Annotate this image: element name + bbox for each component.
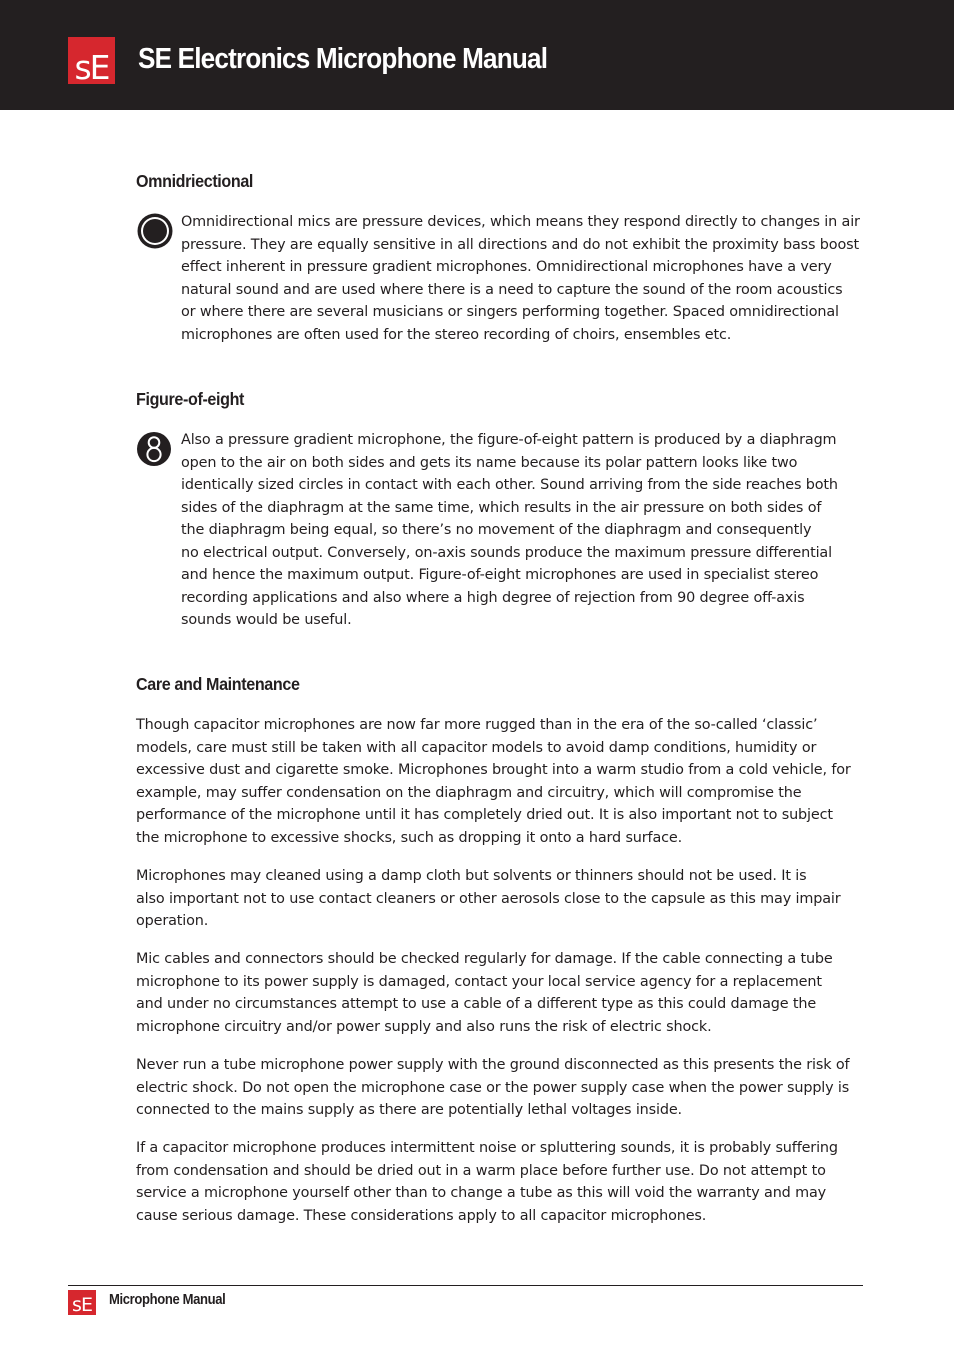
- text-line: and under no circumstances attempt to use a cable of a different type as this could damage the: [136, 996, 817, 1012]
- se-logo: sE: [68, 37, 115, 84]
- text-line: Also a pressure gradient microphone, the figure-of-eight pattern is produced by a diaphragm: [181, 432, 837, 448]
- footer-se-logo: sE: [68, 1290, 96, 1315]
- care-paragraph-5: [136, 1137, 838, 1227]
- care-paragraph-4: [136, 1054, 849, 1122]
- text-line: from condensation and should be dried out in a warm place before further use. Do not attempt to: [136, 1162, 826, 1179]
- omnidirectional-heading: Omnidriectional: [136, 171, 254, 191]
- text-line: recording applications and also where a high degree of rejection from 90 degree off-axis: [181, 589, 805, 606]
- text-line: cause serious damage. These considerations apply to all capacitor microphones.: [136, 1207, 707, 1224]
- text-line: Mic cables and connectors should be checked regularly for damage. If the cable connecting a tube: [136, 951, 833, 967]
- omnidirectional-text: [181, 211, 860, 346]
- text-line: identically sized circles in contact with each other. Sound arriving from the side reaches both: [181, 477, 838, 493]
- text-line: also important not to use contact cleaners or other aerosols close to the capsule as this may impair: [136, 890, 841, 907]
- text-line: connected to the mains supply as there are potentially lethal voltages inside.: [136, 1102, 682, 1118]
- text-line: performance of the microphone until it has completely dried out. It is also important not to subject: [136, 807, 833, 823]
- text-line: microphone to its power supply is damaged, contact your local service agency for a replacement: [136, 973, 822, 990]
- care-maintenance-heading: Care and Maintenance: [136, 674, 300, 694]
- footer-divider: [68, 1285, 863, 1286]
- text-line: electric shock. Do not open the microphone case or the power supply case when the power supply is: [136, 1079, 850, 1096]
- text-line: service a microphone yourself other than to change a tube as this will void the warranty and may: [136, 1185, 826, 1201]
- text-line: microphone circuitry and/or power supply and also runs the risk of electric shock.: [136, 1018, 712, 1035]
- care-paragraph-3: [136, 948, 833, 1038]
- text-line: the diaphragm being equal, so there’s no movement of the diaphragm and consequently: [181, 522, 812, 538]
- text-line: the microphone to excessive shocks, such as dropping it onto a hard surface.: [136, 829, 683, 846]
- text-line: sounds would be useful.: [181, 612, 352, 628]
- text-line: effect inherent in pressure gradient microphones. Omnidirectional microphones have a very: [181, 259, 832, 275]
- text-line: natural sound and are used where there is a need to capture the sound of the room acoustics: [181, 281, 843, 298]
- footer-label: Microphone Manual: [109, 1292, 226, 1308]
- text-line: no electrical output. Conversely, on-axis sounds produce the maximum pressure differential: [181, 544, 832, 561]
- figure-of-eight-heading: Figure-of-eight: [136, 389, 245, 409]
- figure-of-eight-text: [181, 429, 838, 632]
- text-line: Though capacitor microphones are now far more rugged than in the era of the so-called ‘classic’: [136, 717, 818, 733]
- text-line: Omnidirectional mics are pressure devices, which means they respond directly to changes in air: [181, 214, 860, 230]
- text-line: Never run a tube microphone power supply with the ground disconnected as this presents the risk of: [136, 1057, 850, 1073]
- text-line: operation.: [136, 913, 209, 929]
- text-line: example, may suffer condensation on the diaphragm and circuitry, which will compromise the: [136, 784, 802, 801]
- page-header: [0, 0, 954, 110]
- text-line: microphones are often used for the stereo recording of choirs, ensembles etc.: [181, 326, 732, 343]
- figure-of-eight-polar-icon: [136, 430, 172, 468]
- text-line: and hence the maximum output. Figure-of-eight microphones are used in specialist stereo: [181, 567, 819, 583]
- omnidirectional-polar-icon: [136, 212, 174, 250]
- text-line: Microphones may cleaned using a damp cloth but solvents or thinners should not be used. It is: [136, 868, 807, 884]
- text-line: If a capacitor microphone produces intermittent noise or spluttering sounds, it is probably suffering: [136, 1140, 838, 1156]
- page-title: SE Electronics Microphone Manual: [138, 43, 548, 75]
- text-line: sides of the diaphragm at the same time, which results in the air pressure on both sides of: [181, 499, 822, 516]
- care-paragraph-1: [136, 714, 851, 849]
- text-line: pressure. They are equally sensitive in all directions and do not exhibit the proximity bass boost: [181, 236, 859, 253]
- text-line: or where there are several musicians or singers performing together. Spaced omnidirectional: [181, 304, 839, 320]
- text-line: models, care must still be taken with all capacitor models to avoid damp conditions, humidity or: [136, 739, 817, 756]
- care-paragraph-2: [136, 865, 841, 933]
- text-line: open to the air on both sides and gets its name because its polar pattern looks like two: [181, 454, 798, 471]
- text-line: excessive dust and cigarette smoke. Microphones brought into a warm studio from a cold vehicle, for: [136, 762, 851, 778]
